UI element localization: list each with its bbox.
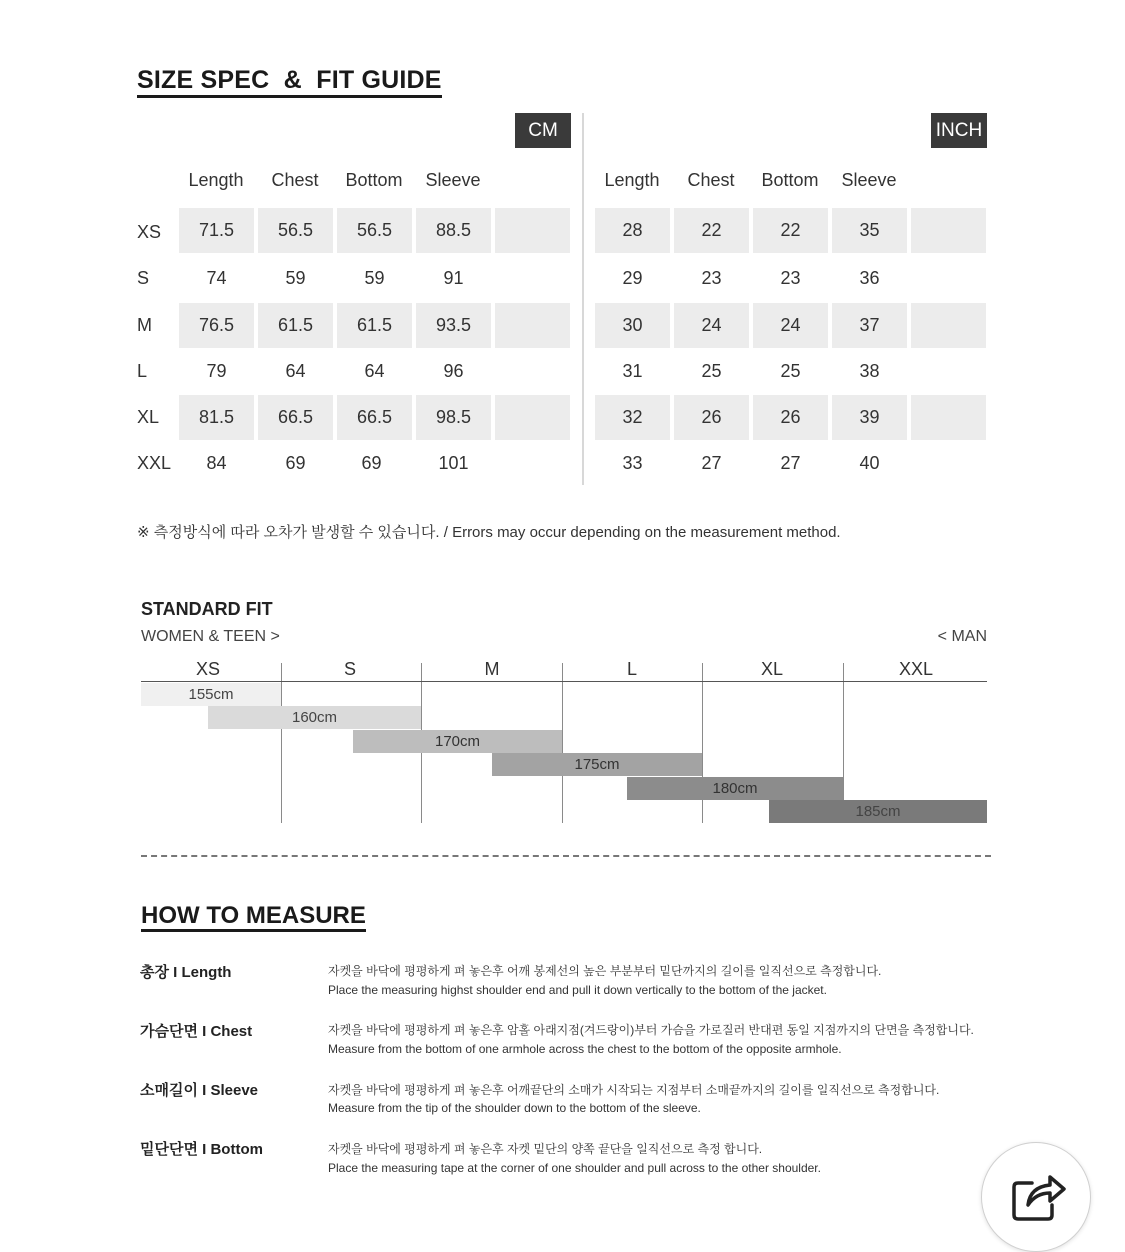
section-divider <box>141 855 991 857</box>
cm-empty-cell <box>495 208 570 253</box>
inch-cell: 25 <box>701 361 722 381</box>
cm-cell: 69 <box>361 453 382 473</box>
cm-header-bottom: Bottom <box>345 170 403 190</box>
fit-grid-line <box>562 663 563 823</box>
fit-bar: 155cm <box>141 683 281 706</box>
inch-cell: 33 <box>622 453 643 473</box>
inch-cell: 27 <box>780 453 801 473</box>
share-icon <box>982 1143 1090 1251</box>
inch-cell: 39 <box>832 395 907 440</box>
cm-empty-cell <box>495 395 570 440</box>
fit-bar: 160cm <box>208 706 421 729</box>
measure-desc-en: Place the measuring highst shoulder end and pull it down vertically to the bottom of the jacket. <box>328 983 827 997</box>
cm-cell: 81.5 <box>179 395 254 440</box>
fit-bar: 180cm <box>627 777 843 800</box>
inch-header-bottom: Bottom <box>761 170 819 190</box>
inch-cell: 23 <box>780 268 801 288</box>
cm-cell: 76.5 <box>179 303 254 348</box>
inch-cell: 37 <box>832 303 907 348</box>
cm-cell: 61.5 <box>258 303 333 348</box>
cm-cell: 66.5 <box>337 395 412 440</box>
inch-cell: 35 <box>832 208 907 253</box>
fit-size-label: XS <box>195 659 220 679</box>
table-divider <box>582 113 584 485</box>
fit-size-label: S <box>343 659 356 679</box>
measure-label-length: 총장 I Length <box>140 964 232 981</box>
inch-cell: 38 <box>859 361 880 381</box>
women-teen-label: WOMEN & TEEN > <box>141 628 280 645</box>
fit-grid-line <box>843 663 844 823</box>
cm-unit-badge: CM <box>515 113 571 148</box>
cm-cell: 84 <box>206 453 227 473</box>
cm-cell: 101 <box>438 453 469 473</box>
share-button[interactable] <box>981 1142 1091 1252</box>
inch-cell: 22 <box>674 208 749 253</box>
cm-cell: 74 <box>206 268 227 288</box>
measurement-note: ※ 측정방식에 따라 오차가 발생할 수 있습니다. / Errors may occur depending on the measurement method. <box>137 524 841 541</box>
cm-cell: 79 <box>206 361 227 381</box>
cm-header-sleeve: Sleeve <box>425 170 481 190</box>
measure-desc-en: Measure from the tip of the shoulder down to the bottom of the sleeve. <box>328 1101 701 1115</box>
measure-desc-ko: 자켓을 바닥에 평평하게 펴 놓은후 어깨 봉제선의 높은 부분부터 밑단까지의 길이를 일직선으로 측정합니다. <box>328 964 882 978</box>
inch-unit-badge: INCH <box>931 113 987 148</box>
inch-header-length: Length <box>604 170 660 190</box>
cm-cell: 69 <box>285 453 306 473</box>
cm-cell: 88.5 <box>416 208 491 253</box>
inch-cell: 32 <box>595 395 670 440</box>
measure-desc-ko: 자켓을 바닥에 평평하게 펴 놓은후 어깨끝단의 소매가 시작되는 지점부터 소매끝까지의 길이를 일직선으로 측정합니다. <box>328 1083 940 1097</box>
size-row-label: XL <box>137 407 160 427</box>
inch-empty-cell <box>911 303 986 348</box>
size-row-label: L <box>137 361 148 381</box>
inch-cell: 24 <box>753 303 828 348</box>
fit-size-label: XXL <box>898 659 934 679</box>
how-to-measure-title: HOW TO MEASURE <box>141 903 366 932</box>
inch-cell: 36 <box>859 268 880 288</box>
standard-fit-title: STANDARD FIT <box>141 599 273 619</box>
cm-cell: 98.5 <box>416 395 491 440</box>
size-row-label: XXL <box>137 453 172 473</box>
inch-cell: 22 <box>753 208 828 253</box>
cm-header-chest: Chest <box>271 170 319 190</box>
cm-cell: 93.5 <box>416 303 491 348</box>
cm-cell: 64 <box>285 361 306 381</box>
inch-empty-cell <box>911 395 986 440</box>
size-row-label: S <box>137 268 150 288</box>
page-title: SIZE SPEC & FIT GUIDE <box>137 66 442 98</box>
inch-cell: 27 <box>701 453 722 473</box>
fit-bar: 170cm <box>353 730 562 753</box>
cm-cell: 61.5 <box>337 303 412 348</box>
measure-desc-en: Place the measuring tape at the corner of one shoulder and pull across to the other shoulder. <box>328 1161 821 1175</box>
inch-cell: 30 <box>595 303 670 348</box>
measure-label-bottom: 밑단단면 I Bottom <box>140 1141 263 1158</box>
cm-cell: 64 <box>364 361 385 381</box>
cm-cell: 59 <box>364 268 385 288</box>
cm-cell: 96 <box>443 361 464 381</box>
fit-size-label: XL <box>760 659 784 679</box>
cm-cell: 59 <box>285 268 306 288</box>
inch-header-sleeve: Sleeve <box>841 170 897 190</box>
inch-cell: 40 <box>859 453 880 473</box>
inch-cell: 29 <box>622 268 643 288</box>
cm-cell: 91 <box>443 268 464 288</box>
inch-cell: 23 <box>701 268 722 288</box>
cm-cell: 71.5 <box>179 208 254 253</box>
fit-size-label: M <box>484 659 500 679</box>
measure-desc-ko: 자켓을 바닥에 평평하게 펴 놓은후 자켓 밑단의 양쪽 끝단을 일직선으로 측정 합니다. <box>328 1142 763 1156</box>
fit-bar: 175cm <box>492 753 702 776</box>
inch-header-chest: Chest <box>687 170 735 190</box>
cm-header-length: Length <box>188 170 244 190</box>
size-row-label: XS <box>137 222 162 242</box>
cm-empty-cell <box>495 303 570 348</box>
measure-label-sleeve: 소매길이 I Sleeve <box>140 1082 259 1099</box>
fit-bar: 185cm <box>769 800 987 823</box>
fit-size-label: L <box>626 659 637 679</box>
measure-label-chest: 가슴단면 I Chest <box>140 1023 253 1040</box>
cm-cell: 66.5 <box>258 395 333 440</box>
inch-cell: 31 <box>622 361 643 381</box>
inch-cell: 26 <box>753 395 828 440</box>
cm-cell: 56.5 <box>337 208 412 253</box>
inch-cell: 28 <box>595 208 670 253</box>
size-row-label: M <box>137 315 152 335</box>
inch-cell: 26 <box>674 395 749 440</box>
inch-cell: 24 <box>674 303 749 348</box>
measure-desc-ko: 자켓을 바닥에 평평하게 펴 놓은후 암홀 아래지점(겨드랑이)부터 가슴을 가로질러 반대편 동일 지점까지의 단면을 측정합니다. <box>328 1023 974 1037</box>
fit-grid-line <box>281 663 282 823</box>
inch-cell: 25 <box>780 361 801 381</box>
cm-cell: 56.5 <box>258 208 333 253</box>
inch-empty-cell <box>911 208 986 253</box>
man-label: < MAN <box>937 628 987 645</box>
fit-axis-line <box>141 681 987 682</box>
measure-desc-en: Measure from the bottom of one armhole across the chest to the bottom of the opposite armhole. <box>328 1042 842 1056</box>
